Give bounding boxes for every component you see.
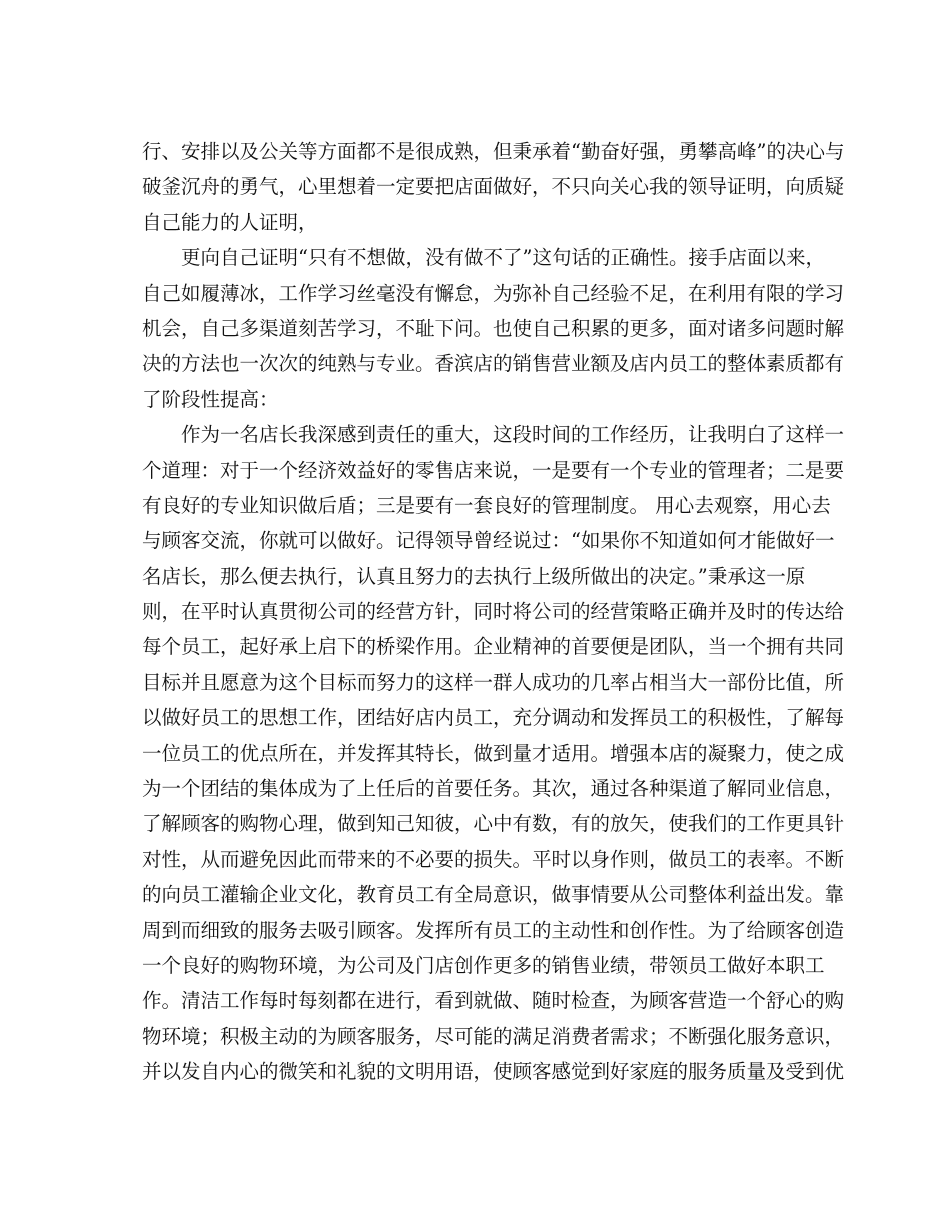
text-line: 决的方法也一次次的纯熟与专业。香滨店的销售营业额及店内员工的整体素质都有 <box>142 352 845 376</box>
text-line: 则，在平时认真贯彻公司的经营方针，同时将公司的经营策略正确并及时的传达给 <box>142 600 845 624</box>
text-line: 目标并且愿意为这个目标而努力的这样一群人成功的几率占相当大一部份比值，所 <box>142 670 845 694</box>
text-line: 个道理：对于一个经济效益好的零售店来说，一是要有一个专业的管理者；二是要 <box>142 458 845 482</box>
text-line: 了解顾客的购物心理，做到知己知彼，心中有数，有的放矢，使我们的工作更具针 <box>142 812 845 836</box>
text-line: 自己如履薄冰，工作学习丝毫没有懈怠，为弥补自己经验不足，在利用有限的学习 <box>142 281 845 305</box>
text-line: 对性，从而避免因此而带来的不必要的损失。平时以身作则，做员工的表率。不断 <box>142 847 845 871</box>
body-text <box>142 134 845 1090</box>
text-line: 与顾客交流，你就可以做好。记得领导曾经说过：“如果你不知道如何才能做好一 <box>142 529 835 553</box>
text-line: 作。清洁工作每时每刻都在进行，看到就做、随时检查，为顾客营造一个舒心的购 <box>142 989 845 1013</box>
text-line: 有良好的专业知识做后盾；三是要有一套良好的管理制度。 用心去观察，用心去 <box>142 493 831 517</box>
text-line: 自己能力的人证明， <box>142 210 318 234</box>
text-line: 更向自己证明“只有不想做，没有做不了”这句话的正确性。接手店面以来， <box>181 246 825 270</box>
text-line: 作为一名店长我深感到责任的重大，这段时间的工作经历，让我明白了这样一 <box>181 423 845 447</box>
text-line: 周到而细致的服务去吸引顾客。发挥所有员工的主动性和创作性。为了给顾客创造 <box>142 918 845 942</box>
text-line: 并以发自内心的微笑和礼貌的文明用语，使顾客感觉到好家庭的服务质量及受到优 <box>142 1060 845 1084</box>
text-line: 的向员工灌输企业文化，教育员工有全局意识，做事情要从公司整体利益出发。靠 <box>142 883 845 907</box>
text-line: 为一个团结的集体成为了上任后的首要任务。其次，通过各种渠道了解同业信息， <box>142 777 845 801</box>
text-line: 以做好员工的思想工作，团结好店内员工，充分调动和发挥员工的积极性，了解每 <box>142 706 845 730</box>
text-line: 行、安排以及公关等方面都不是很成熟，但秉承着“勤奋好强，勇攀高峰”的决心与 <box>142 140 845 163</box>
text-line: 一位员工的优点所在，并发挥其特长，做到量才适用。增强本店的凝聚力，使之成 <box>142 741 845 765</box>
text-line: 机会，自己多渠道刻苦学习，不耻下问。也使自己积累的更多，面对诸多问题时解 <box>142 316 845 340</box>
text-line: 每个员工，起好承上启下的桥梁作用。企业精神的首要便是团队，当一个拥有共同 <box>142 635 845 659</box>
text-line: 了阶段性提高： <box>142 387 279 411</box>
text-line: 名店长，那么便去执行，认真且努力的去执行上级所做出的决定。”秉承这一原 <box>142 564 806 588</box>
text-line: 一个良好的购物环境，为公司及门店创作更多的销售业绩，带领员工做好本职工 <box>142 953 825 977</box>
text-line: 破釜沉舟的勇气，心里想着一定要把店面做好，不只向关心我的领导证明，向质疑 <box>142 175 845 199</box>
text-line: 物环境；积极主动的为顾客服务，尽可能的满足消费者需求；不断强化服务意识， <box>142 1024 845 1048</box>
